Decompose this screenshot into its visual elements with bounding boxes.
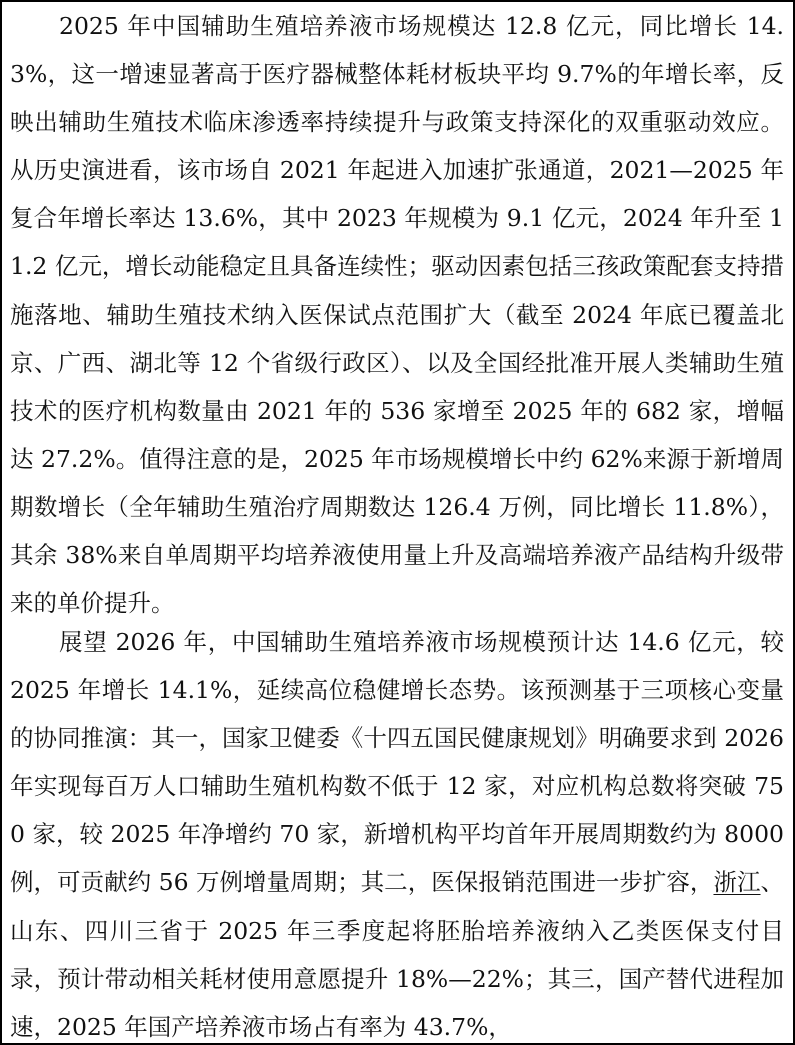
paragraph-outlook-2026 [10, 618, 784, 1045]
paragraph-market-size-2025: 2025 年中国辅助生殖培养液市场规模达 12.8 亿元，同比增长 14.3%，这一增速显著高于医疗器械整体耗材板块平均 9.7%的年增长率，反映出辅助生殖技术临床渗透率持续提升与政策支持深化的双重驱动效应。从历史演进看，该市场自 2021 年起进入加速扩张通道，2021—2025 年复合年增长率达 13.6%，其中 2023 年规模为 9.1 亿元，2024 年升至 11.2 亿元，增长动能稳定且具备连续性；驱动因素包括三孩政策配套支持措施落地、辅助生殖技术纳入医保试点范围扩大（截至 2024 年底已覆盖北京、广西、湖北等 12 个省级行政区）、以及全国经批准开展人类辅助生殖技术的医疗机构数量由 2021 年的 536 家增至 2025 年的 682 家，增幅达 27.2%。值得注意的是，2025 年市场规模增长中约 62%来源于新增周期数增长（全年辅助生殖治疗周期数达 126.4 万例，同比增长 11.8%），其余 38%来自单周期平均培养液使用量上升及高端培养液产品结构升级带来的单价提升。 [10, 12, 784, 618]
paragraph-outlook-text-part1: 展望 2026 年，中国辅助生殖培养液市场规模预计达 14.6 亿元，较 2025 年增长 14.1%，延续高位稳健增长态势。该预测基于三项核心变量的协同推演：其一，国家卫健委《十四五国民健康规划》明确要求到 2026 年实现每百万人口辅助生殖机构数不低于 12 家，对应机构总数将突破 750 家，较 2025 年净增约 70 家，新增机构平均首年开展周期数约为 8000 例，可贡献约 56 万例增量周期；其二，医保报销范围进一步扩容， [10, 628, 784, 897]
paragraph-outlook-text-part2: 、山东、四川三省于 2025 年三季度起将胚胎培养液纳入乙类医保支付目录，预计带动相关耗材使用意愿提升 18%—22%；其三，国产替代进程加速，2025 年国产培养液市场占有率为 43.7%， [10, 868, 785, 1041]
underlined-keyword-zhejiang: 浙江 [713, 868, 761, 897]
